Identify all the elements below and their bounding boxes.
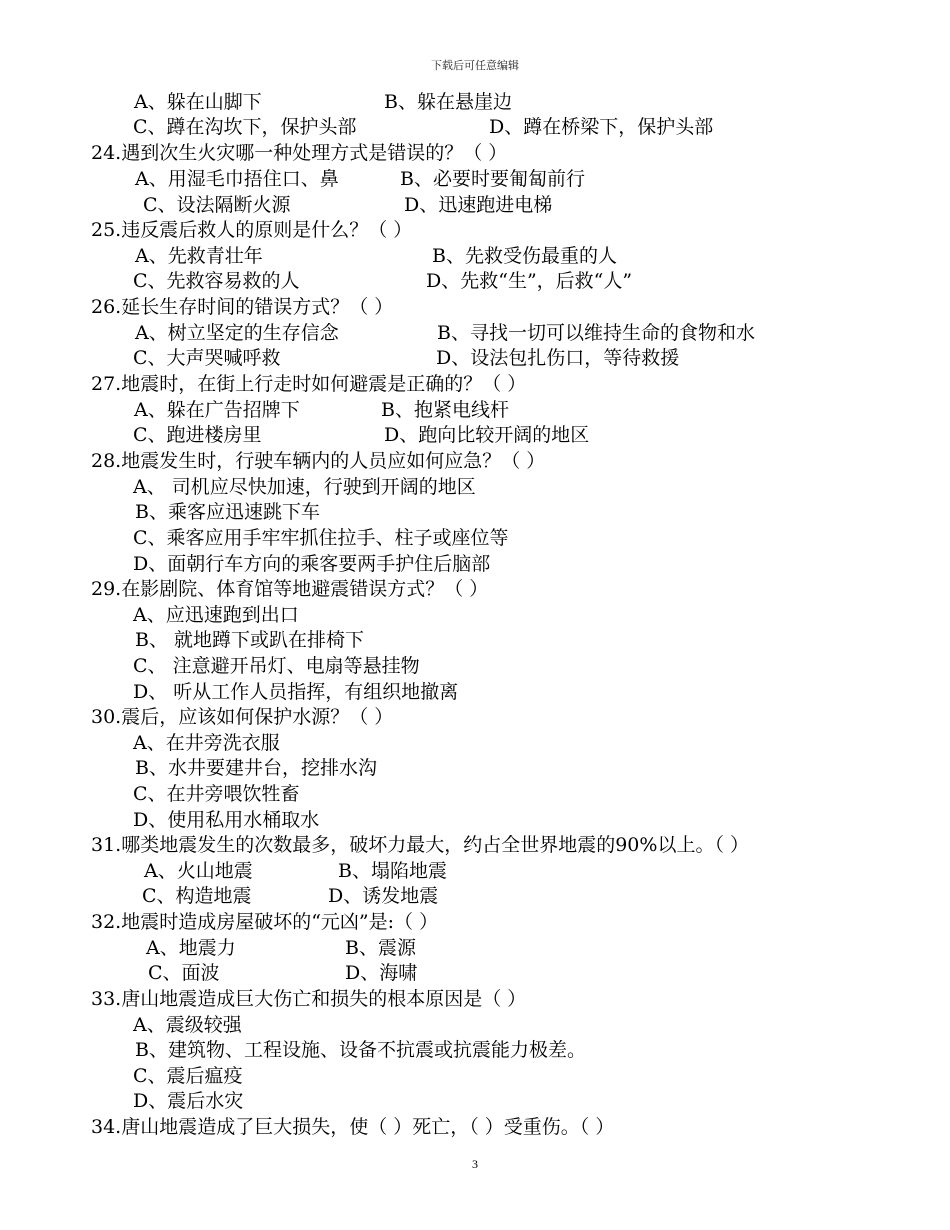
option-c: C、构造地震 [142,885,252,907]
option-c: C、设法隔断火源 [143,194,291,216]
option-d: D、先救“生”，后救“人” [426,270,633,292]
question-33: 33.唐山地震造成巨大伤亡和损失的根本原因是（ ） [91,988,527,1010]
option-c: C、乘客应用手牢牢抓住拉手、柱子或座位等 [133,527,509,549]
question-34: 34.唐山地震造成了巨大损失，使（ ）死亡，（ ）受重伤。（ ） [91,1116,615,1138]
option-d: D、迅速跑进电梯 [404,194,553,216]
question-26: 26.延长生存时间的错误方式？（ ） [91,296,394,318]
option-c: C、面波 [148,962,220,984]
question-32: 32.地震时造成房屋破坏的“元凶”是:（ ） [91,911,439,933]
option-d: D、蹲在桥梁下，保护头部 [489,116,714,138]
option-d: D、跑向比较开阔的地区 [384,424,590,446]
option-a: A、躲在山脚下 [134,91,262,113]
option-a: A、火山地震 [144,860,253,882]
option-a: A、在井旁洗衣服 [133,732,280,754]
question-29: 29.在影剧院、体育馆等地避震错误方式？（ ） [91,578,489,600]
option-a: A、树立坚定的生存信念 [135,322,339,344]
question-30: 30.震后，应该如何保护水源？（ ） [91,706,394,728]
option-d: D、诱发地震 [328,885,439,907]
option-c: C、大声哭喊呼救 [133,347,281,369]
option-b: B、乘客应迅速跳下车 [135,501,320,523]
option-b: B、水井要建井台，挖排水沟 [135,757,377,779]
option-b: B、躲在悬崖边 [384,91,512,113]
page-number: 3 [472,1157,478,1171]
question-24: 24.遇到次生火灾哪一种处理方式是错误的？（ ） [91,142,508,164]
option-a: A、 司机应尽快加速，行驶到开阔的地区 [133,476,476,498]
option-d: D、震后水灾 [133,1090,244,1112]
option-b: B、震源 [345,937,416,959]
question-28: 28.地震发生时，行驶车辆内的人员应如何应急？（ ） [91,450,546,472]
option-b: B、塌陷地震 [338,860,447,882]
option-d: D、 听从工作人员指挥，有组织地撤离 [133,681,459,703]
option-a: A、先救青壮年 [135,245,263,267]
option-b: B、抱紧电线杆 [381,399,509,421]
option-c: C、 注意避开吊灯、电扇等悬挂物 [133,655,420,677]
option-a: A、用湿毛巾捂住口、鼻 [135,168,339,190]
page-header: 下载后可任意编辑 [431,59,519,72]
question-31: 31.哪类地震发生的次数最多，破坏力最大，约占全世界地震的90%以上。（ ） [91,834,749,856]
question-27: 27.地震时，在街上行走时如何避震是正确的？（ ） [91,373,527,395]
option-b: B、先救受伤最重的人 [432,245,617,267]
question-25: 25.违反震后救人的原则是什么？（ ） [91,219,413,241]
option-d: D、使用私用水桶取水 [133,809,320,831]
option-b: B、必要时要匍匐前行 [400,168,585,190]
option-c: C、震后瘟疫 [133,1065,243,1087]
option-c: C、先救容易救的人 [133,270,300,292]
option-b: B、建筑物、工程设施、设备不抗震或抗震能力极差。 [135,1039,586,1061]
option-d: D、面朝行车方向的乘客要两手护住后脑部 [133,553,491,575]
option-a: A、震级较强 [133,1014,242,1036]
option-b: B、寻找一切可以维持生命的食物和水 [437,322,755,344]
option-d: D、海啸 [345,962,418,984]
option-b: B、 就地蹲下或趴在排椅下 [135,629,365,651]
option-a: A、躲在广告招牌下 [134,399,300,421]
option-d: D、设法包扎伤口，等待救援 [436,347,680,369]
option-c: C、在井旁喂饮牲畜 [133,783,300,805]
option-c: C、跑进楼房里 [133,424,262,446]
option-a: A、地震力 [146,937,236,959]
option-a: A、应迅速跑到出口 [133,604,299,626]
option-c: C、蹲在沟坎下，保护头部 [133,116,357,138]
